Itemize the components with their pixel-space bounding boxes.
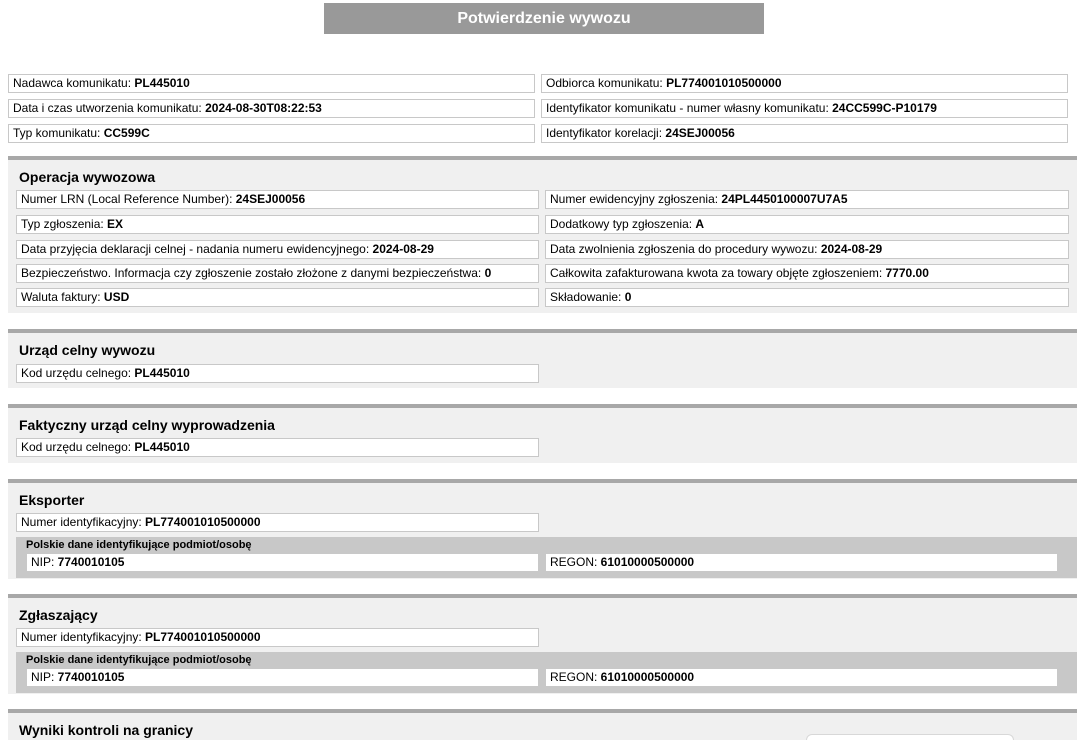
export-office-title: Urząd celny wywozu <box>19 342 156 358</box>
exporter-regon-field: REGON: 61010000500000 <box>545 553 1058 572</box>
border-control-box <box>806 734 1014 740</box>
exporter-polish-id-title: Polskie dane identyfikujące podmiot/osobę <box>26 539 252 551</box>
declarant-id-field: Numer identyfikacyjny: PL774001010500000 <box>16 628 539 647</box>
exporter-nip-value: 7740010105 <box>57 555 125 569</box>
declarant-regon-field: REGON: 61010000500000 <box>545 668 1058 687</box>
mrn-value: 24PL4450100007U7A5 <box>721 192 848 206</box>
recipient-field: Odbiorca komunikatu: PL774001010500000 <box>541 74 1068 93</box>
exit-office-code-field: Kod urzędu celnego: PL445010 <box>16 438 539 457</box>
message-id-field: Identyfikator komunikatu - numer własny komunikatu: 24CC599C-P10179 <box>541 99 1068 118</box>
declarant-title: Zgłaszający <box>19 607 98 623</box>
sender-field: Nadawca komunikatu: PL445010 <box>8 74 535 93</box>
additional-declaration-type-value: A <box>695 217 705 231</box>
created-datetime-field: Data i czas utworzenia komunikatu: 2024-08-30T08:22:53 <box>8 99 535 118</box>
security-field: Bezpieczeństwo. Informacja czy zgłoszenie zostało złożone z danymi bezpieczeństwa: 0 <box>16 264 539 283</box>
exporter-id-field: Numer identyfikacyjny: PL774001010500000 <box>16 513 539 532</box>
invoice-currency-field: Waluta faktury: USD <box>16 288 539 307</box>
exit-office-title: Faktyczny urząd celny wyprowadzenia <box>19 417 275 433</box>
declarant-polish-id-title: Polskie dane identyfikujące podmiot/osobę <box>26 654 252 666</box>
invoice-currency-value: USD <box>103 290 130 304</box>
exit-office-code-value: PL445010 <box>134 440 190 454</box>
declarant-nip-value: 7740010105 <box>57 670 125 684</box>
page-title: Potwierdzenie wywozu <box>324 3 764 34</box>
mrn-field: Numer ewidencyjny zgłoszenia: 24PL4450100007U7A5 <box>545 190 1069 209</box>
export-office-code-value: PL445010 <box>134 366 190 380</box>
invoice-amount-field: Całkowita zafakturowana kwota za towary objęte zgłoszeniem: 7770.00 <box>545 264 1069 283</box>
acceptance-date-field: Data przyjęcia deklaracji celnej - nadania numeru ewidencyjnego: 2024-08-29 <box>16 240 539 259</box>
declaration-type-value: EX <box>107 217 124 231</box>
created-datetime-value: 2024-08-30T08:22:53 <box>205 101 322 115</box>
declarant-id-value: PL774001010500000 <box>145 630 261 644</box>
exporter-regon-value: 61010000500000 <box>600 555 695 569</box>
storage-value: 0 <box>624 290 632 304</box>
release-date-field: Data zwolnienia zgłoszenia do procedury wywozu: 2024-08-29 <box>545 240 1069 259</box>
release-date-value: 2024-08-29 <box>820 242 883 256</box>
export-operation-title: Operacja wywozowa <box>19 169 156 185</box>
declaration-type-field: Typ zgłoszenia: EX <box>16 215 539 234</box>
storage-field: Składowanie: 0 <box>545 288 1069 307</box>
recipient-value: PL774001010500000 <box>666 76 782 90</box>
correlation-id-value: 24SEJ00056 <box>665 126 735 140</box>
declarant-regon-value: 61010000500000 <box>600 670 695 684</box>
acceptance-date-value: 2024-08-29 <box>372 242 434 256</box>
lrn-value: 24SEJ00056 <box>235 192 306 206</box>
correlation-id-field: Identyfikator korelacji: 24SEJ00056 <box>541 124 1068 143</box>
message-type-value: CC599C <box>103 126 150 140</box>
exporter-title: Eksporter <box>19 492 85 508</box>
export-office-code-field: Kod urzędu celnego: PL445010 <box>16 364 539 383</box>
invoice-amount-value: 7770.00 <box>885 266 929 280</box>
additional-declaration-type-field: Dodatkowy typ zgłoszenia: A <box>545 215 1069 234</box>
message-type-field: Typ komunikatu: CC599C <box>8 124 535 143</box>
exporter-id-value: PL774001010500000 <box>145 515 261 529</box>
exporter-nip-field: NIP: 7740010105 <box>26 553 539 572</box>
declarant-nip-field: NIP: 7740010105 <box>26 668 539 687</box>
security-value: 0 <box>484 266 492 280</box>
border-control-title: Wyniki kontroli na granicy <box>19 722 194 738</box>
message-id-value: 24CC599C-P10179 <box>832 101 937 115</box>
sender-value: PL445010 <box>134 76 190 90</box>
lrn-field: Numer LRN (Local Reference Number): 24SEJ00056 <box>16 190 539 209</box>
